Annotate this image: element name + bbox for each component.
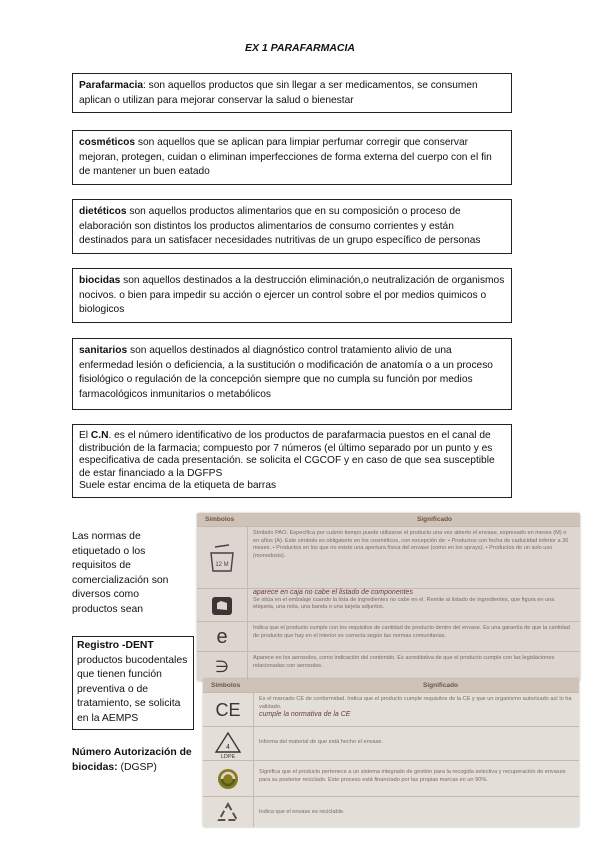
svg-text:12 M: 12 M	[215, 562, 229, 568]
definition-term: biocidas	[79, 275, 121, 286]
table-row	[197, 651, 580, 681]
table-row	[203, 760, 579, 797]
cn-box	[72, 424, 512, 498]
ce-mark-icon: CE	[203, 693, 254, 727]
table-header	[197, 513, 580, 526]
definition-term: dietéticos	[79, 206, 127, 217]
definition-term: sanitarios	[79, 345, 128, 356]
definition-text: son aquellos destinados al diagnóstico control tratamiento alivio de una enfermedad lesión o deficiencia, a la sustitución o modificación de anatomía o a un proceso fisiológico o regulación de la concepción siempre que no cumpla su función por medios farmacológicos inmunitarios o metabólicos	[79, 345, 493, 400]
biocidas-number-note	[72, 746, 192, 775]
col-symbol-header: Símbolos	[205, 516, 235, 523]
cn-text: . es el número identificativo de los productos de parafarmacia puestos en el canal de distribución de la farmacia; compuesto por 7 números (el último separado por un punto y es especificativa de cada presentación. se solicita el CGCOF y en caso de que sea susceptible de estar financiado a la DGFPS	[79, 430, 495, 479]
definition-term: Parafarmacia	[79, 80, 144, 91]
biocidas-number-term: Número Autorización de biocidas:	[72, 747, 192, 773]
symbols-table-photo-2	[203, 679, 579, 827]
green-dot-icon	[203, 761, 254, 797]
definition-box-sanitarios	[72, 338, 512, 410]
biocidas-number-text: (DGSP)	[117, 761, 157, 773]
table-row	[203, 796, 579, 827]
row-text: Símbolo PAO. Especifica por cuánto tiempo puede utilizarse el producto una vez abierto el envase, expresado en meses (M) o en años (A). Este símbolo es obligatorio en los cosméticos, con excepción de: • Productos con fecha de caducidad inferior a 30 meses. • Productos en los que no existe una apertura física del envase (como en los sprays). • Productos de un solo uso (monodosis).	[253, 530, 569, 559]
table-row	[203, 692, 579, 727]
definition-box-dieteticos	[72, 199, 512, 254]
col-symbol-header: Símbolos	[211, 682, 241, 689]
row-text-body: Se sitúa en el embalaje cuando la lista de ingredientes no cabe en el. Remite al listado de ingredientes, que figura en una etiqueta, una nota, una banda o una tarjeta adjuntos.	[253, 596, 555, 610]
row-text	[259, 696, 573, 719]
definition-text: son aquellos productos alimentarios que en su composición o proceso de elaboración son distintos los productos alimentarios de consumo corrientes y están destinados para un satisfacer necesidades nutritivas de un grupo específico de personas	[79, 206, 481, 247]
table-row	[197, 526, 580, 589]
hand-book-icon	[197, 589, 248, 622]
table-row	[197, 588, 580, 622]
registro-dent-box	[72, 636, 194, 730]
handwritten-note: aparece en caja no cabe el listado de componentes	[253, 589, 413, 596]
definition-box-cosmeticos	[72, 130, 512, 185]
cn-prefix: El	[79, 430, 91, 441]
definition-box-biocidas	[72, 268, 512, 323]
handwritten-note: cumple la normativa de la CE	[259, 711, 351, 718]
symbols-table-photo-1	[197, 513, 580, 681]
row-text: Informa del material de que está hecho el envase.	[259, 739, 384, 745]
row-text: Significa que el producto pertenece a un sistema integrado de gestión para la recogida selectiva y recuperación de envases para su posterior reciclado. Este proceso está financiado por las propias marcas en un 90%.	[259, 769, 566, 783]
row-text: Indica que el producto cumple con los requisitos de cantidad de producto dentro del envase. Es una garantía de que la cantidad de producto que hay en el interior es correcta según las normas comunitarias.	[253, 625, 570, 639]
registro-term: Registro -DENT	[77, 640, 154, 651]
svg-text:LDPE: LDPE	[220, 754, 236, 758]
table-row	[203, 726, 579, 761]
definition-text: son aquellos que se aplican para limpiar perfumar corregir que conservar mejoran, protegen, cuidan o eliminan imperfecciones de forma externa del cuerpo con el fin de mantener un buen eatado	[79, 137, 492, 178]
registro-text: productos bucodentales que tienen función preventiva o de tratamiento, se solicita en la AEMPS	[77, 654, 188, 724]
definition-box-parafarmacia	[72, 73, 512, 113]
svg-text:4: 4	[226, 744, 230, 751]
col-meaning-header: Significado	[423, 682, 459, 689]
pao-jar-icon	[197, 527, 248, 589]
row-text-body: Es el marcado CE de conformidad. Indica que el producto cumple requisitos de la CE y que un organismo autorizado así lo ha validado.	[259, 696, 572, 710]
row-text	[253, 589, 574, 612]
recyclable-mobius-icon	[203, 797, 254, 827]
cn-line2: Suele estar encima de la etiqueta de barras	[79, 480, 277, 492]
definition-term: cosméticos	[79, 137, 136, 148]
col-meaning-header: Significado	[417, 516, 453, 523]
recycling-triangle-icon	[203, 727, 254, 761]
row-text: Aparece en los aerosoles, como indicación del contenido. Es acreditativa de que el producto cumple con las legislaciones relacionadas con aerosoles.	[253, 655, 555, 669]
row-text: Indica que el envase es reciclable.	[259, 809, 345, 815]
table-row	[197, 621, 580, 652]
cn-term: C.N	[90, 430, 109, 441]
labeling-note: Las normas de etiquetado o los requisitos de comercialización son diversos como productos sean	[72, 531, 169, 615]
page-title: EX 1 PARAFARMACIA	[244, 42, 356, 54]
definition-text: son aquellos destinados a la destrucción eliminación,o neutralización de organismos nocivos. o bien para impedir su acción o ejercer un control sobre el por medios quimicos o biologicos	[79, 275, 505, 316]
table-header	[203, 679, 579, 692]
estimated-e-icon: e	[197, 622, 248, 652]
definition-text: : son aquellos productos que sin llegar a ser medicamentos, se consumen aplican o utilizan para mejorar conservar la salud o bienestar	[79, 80, 478, 106]
aerosol-reversed-epsilon-icon: ∋	[197, 652, 248, 681]
